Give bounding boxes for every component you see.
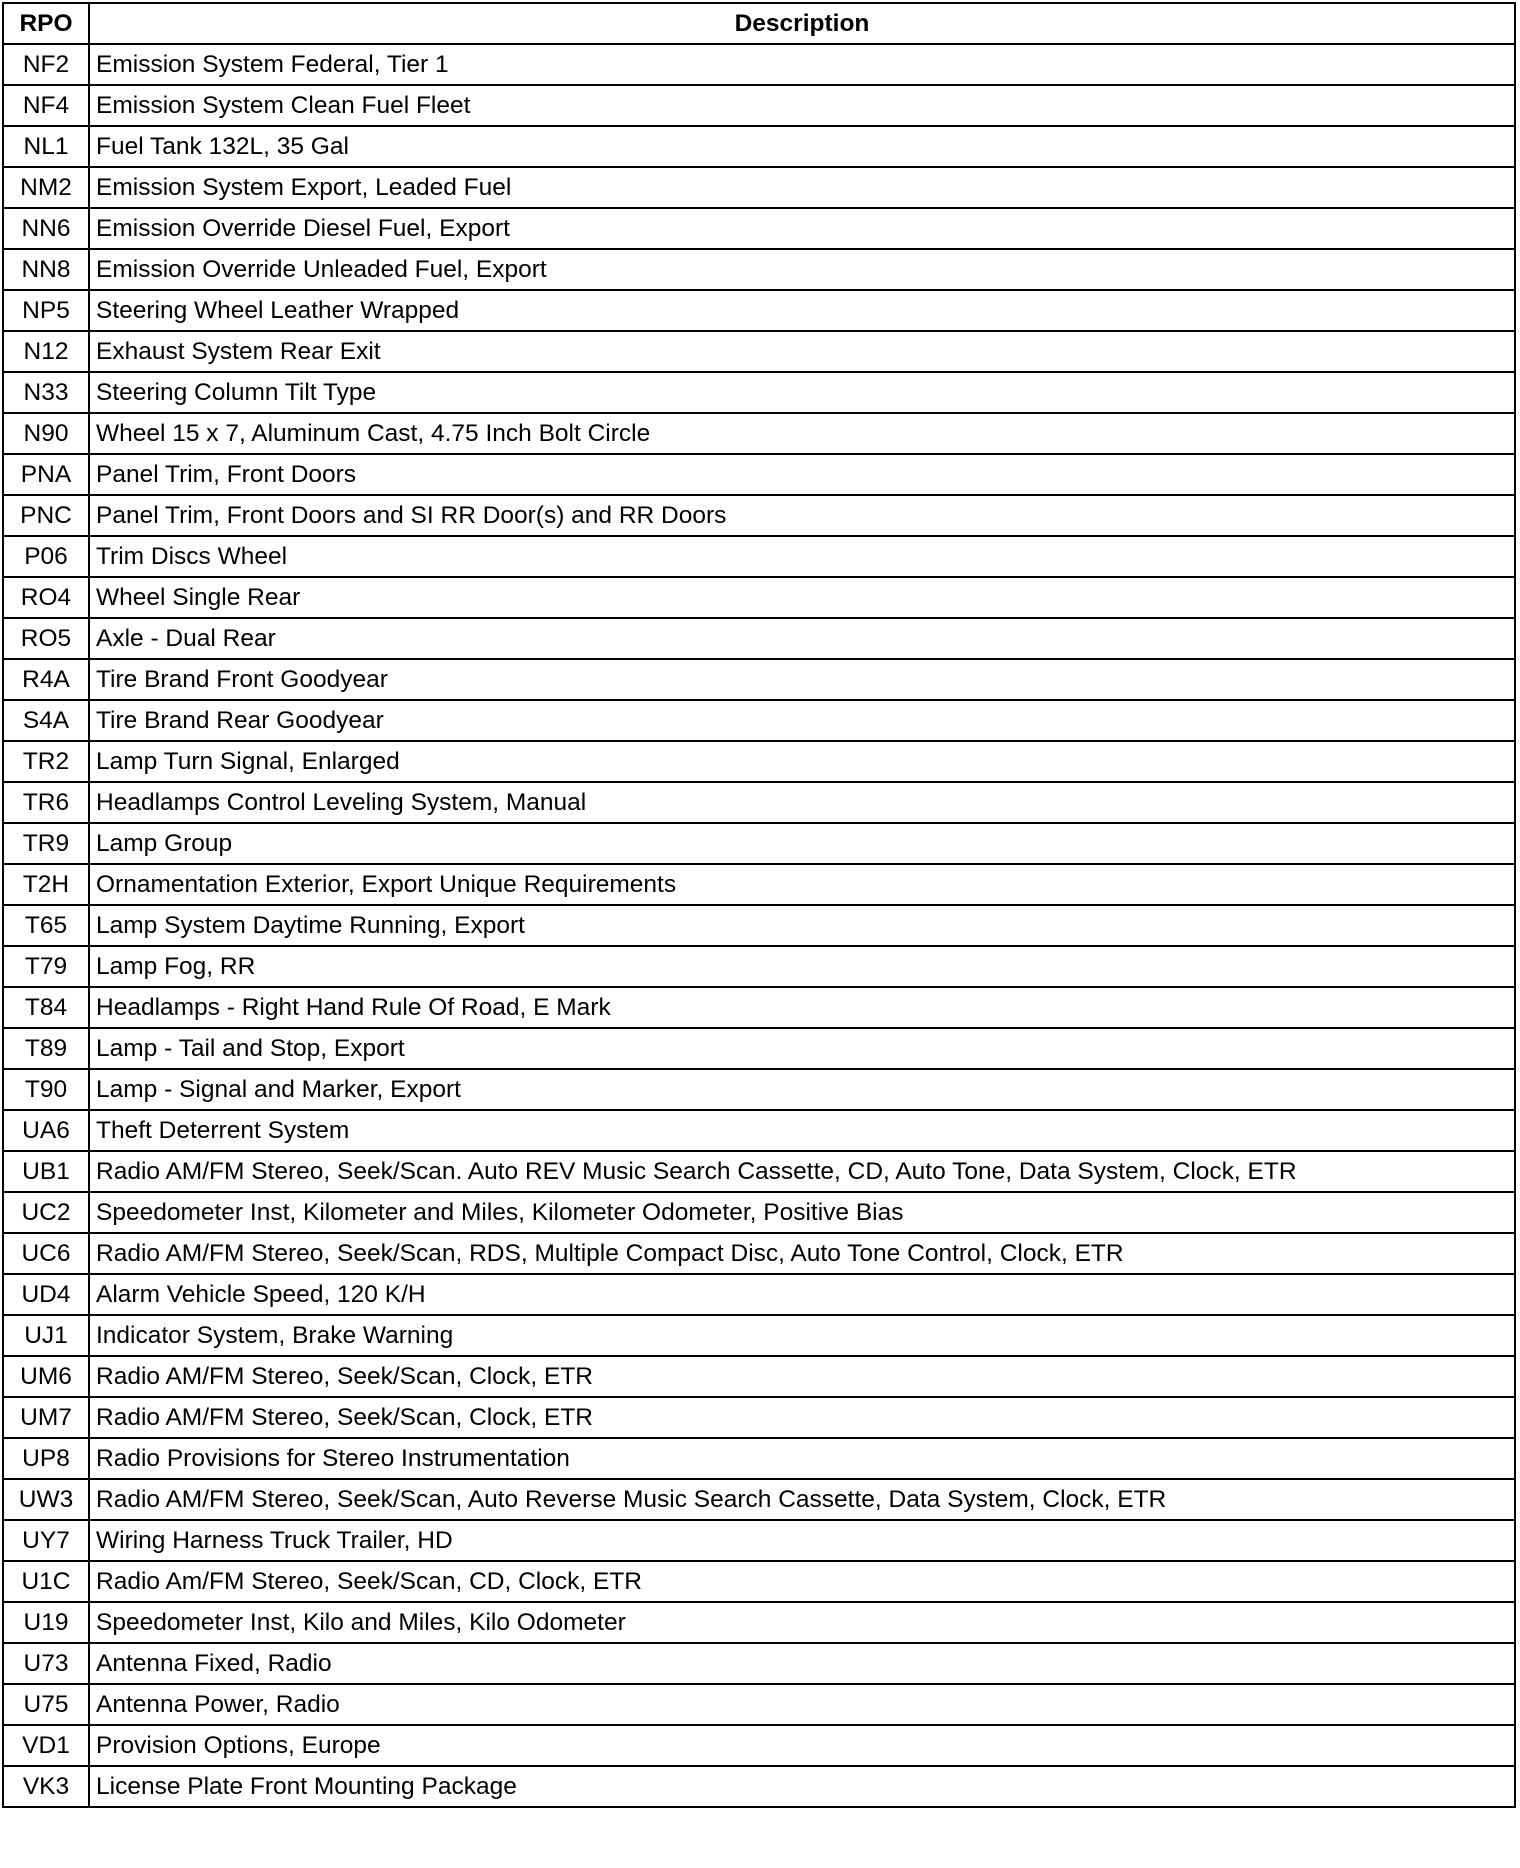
description-cell: Antenna Fixed, Radio bbox=[89, 1643, 1515, 1684]
table-row bbox=[3, 1192, 1515, 1233]
header-description: Description bbox=[89, 3, 1515, 44]
rpo-table bbox=[2, 2, 1516, 1808]
description-cell: Lamp Fog, RR bbox=[89, 946, 1515, 987]
rpo-code-cell: S4A bbox=[3, 700, 89, 741]
rpo-code-cell: UJ1 bbox=[3, 1315, 89, 1356]
description-cell: Emission System Federal, Tier 1 bbox=[89, 44, 1515, 85]
rpo-code-cell: NP5 bbox=[3, 290, 89, 331]
description-cell: Alarm Vehicle Speed, 120 K/H bbox=[89, 1274, 1515, 1315]
table-row bbox=[3, 1315, 1515, 1356]
rpo-code-cell: UM7 bbox=[3, 1397, 89, 1438]
description-cell: Fuel Tank 132L, 35 Gal bbox=[89, 126, 1515, 167]
header-rpo: RPO bbox=[3, 3, 89, 44]
table-row bbox=[3, 1397, 1515, 1438]
rpo-code-cell: NN8 bbox=[3, 249, 89, 290]
description-cell: Emission Override Unleaded Fuel, Export bbox=[89, 249, 1515, 290]
description-cell: Lamp - Signal and Marker, Export bbox=[89, 1069, 1515, 1110]
table-row bbox=[3, 1110, 1515, 1151]
description-cell: Lamp Group bbox=[89, 823, 1515, 864]
table-row bbox=[3, 495, 1515, 536]
description-cell: Radio Am/FM Stereo, Seek/Scan, CD, Clock, ETR bbox=[89, 1561, 1515, 1602]
rpo-code-cell: U75 bbox=[3, 1684, 89, 1725]
rpo-code-cell: TR2 bbox=[3, 741, 89, 782]
rpo-code-cell: U73 bbox=[3, 1643, 89, 1684]
rpo-code-cell: R4A bbox=[3, 659, 89, 700]
table-row bbox=[3, 618, 1515, 659]
description-cell: Provision Options, Europe bbox=[89, 1725, 1515, 1766]
rpo-code-cell: U1C bbox=[3, 1561, 89, 1602]
rpo-code-cell: PNA bbox=[3, 454, 89, 495]
description-cell: Antenna Power, Radio bbox=[89, 1684, 1515, 1725]
table-row bbox=[3, 1274, 1515, 1315]
rpo-code-cell: TR6 bbox=[3, 782, 89, 823]
table-row bbox=[3, 577, 1515, 618]
description-cell: Wiring Harness Truck Trailer, HD bbox=[89, 1520, 1515, 1561]
table-row bbox=[3, 823, 1515, 864]
table-row bbox=[3, 331, 1515, 372]
table-row bbox=[3, 946, 1515, 987]
rpo-code-cell: UA6 bbox=[3, 1110, 89, 1151]
description-cell: Lamp System Daytime Running, Export bbox=[89, 905, 1515, 946]
rpo-code-cell: N12 bbox=[3, 331, 89, 372]
table-row bbox=[3, 1602, 1515, 1643]
rpo-code-cell: PNC bbox=[3, 495, 89, 536]
rpo-code-cell: TR9 bbox=[3, 823, 89, 864]
description-cell: Radio AM/FM Stereo, Seek/Scan, Clock, ETR bbox=[89, 1356, 1515, 1397]
rpo-code-cell: UP8 bbox=[3, 1438, 89, 1479]
rpo-code-cell: VK3 bbox=[3, 1766, 89, 1807]
table-row bbox=[3, 1028, 1515, 1069]
description-cell: Emission Override Diesel Fuel, Export bbox=[89, 208, 1515, 249]
table-row bbox=[3, 1684, 1515, 1725]
description-cell: Theft Deterrent System bbox=[89, 1110, 1515, 1151]
table-row bbox=[3, 987, 1515, 1028]
rpo-code-cell: T79 bbox=[3, 946, 89, 987]
description-cell: Panel Trim, Front Doors and SI RR Door(s) and RR Doors bbox=[89, 495, 1515, 536]
table-row bbox=[3, 454, 1515, 495]
rpo-code-cell: T89 bbox=[3, 1028, 89, 1069]
table-row bbox=[3, 126, 1515, 167]
description-cell: Axle - Dual Rear bbox=[89, 618, 1515, 659]
rpo-code-cell: RO4 bbox=[3, 577, 89, 618]
header-row bbox=[3, 3, 1515, 44]
rpo-code-cell: UD4 bbox=[3, 1274, 89, 1315]
table-row bbox=[3, 1438, 1515, 1479]
description-cell: Panel Trim, Front Doors bbox=[89, 454, 1515, 495]
description-cell: Speedometer Inst, Kilo and Miles, Kilo Odometer bbox=[89, 1602, 1515, 1643]
table-row bbox=[3, 413, 1515, 454]
description-cell: Radio AM/FM Stereo, Seek/Scan. Auto REV Music Search Cassette, CD, Auto Tone, Data System, Clock, ETR bbox=[89, 1151, 1515, 1192]
description-cell: Emission System Export, Leaded Fuel bbox=[89, 167, 1515, 208]
rpo-code-cell: UW3 bbox=[3, 1479, 89, 1520]
description-cell: Lamp Turn Signal, Enlarged bbox=[89, 741, 1515, 782]
rpo-code-cell: UC2 bbox=[3, 1192, 89, 1233]
table-row bbox=[3, 905, 1515, 946]
table-row bbox=[3, 659, 1515, 700]
rpo-code-cell: RO5 bbox=[3, 618, 89, 659]
description-cell: Radio AM/FM Stereo, Seek/Scan, Auto Reverse Music Search Cassette, Data System, Clock, ETR bbox=[89, 1479, 1515, 1520]
table-row bbox=[3, 249, 1515, 290]
table-row bbox=[3, 290, 1515, 331]
rpo-code-cell: T84 bbox=[3, 987, 89, 1028]
rpo-code-cell: UB1 bbox=[3, 1151, 89, 1192]
rpo-code-cell: N90 bbox=[3, 413, 89, 454]
description-cell: Emission System Clean Fuel Fleet bbox=[89, 85, 1515, 126]
table-row bbox=[3, 1479, 1515, 1520]
table-row bbox=[3, 741, 1515, 782]
rpo-code-cell: UY7 bbox=[3, 1520, 89, 1561]
rpo-code-cell: NF2 bbox=[3, 44, 89, 85]
rpo-code-cell: UC6 bbox=[3, 1233, 89, 1274]
description-cell: Headlamps Control Leveling System, Manual bbox=[89, 782, 1515, 823]
table-row bbox=[3, 700, 1515, 741]
rpo-code-cell: N33 bbox=[3, 372, 89, 413]
description-cell: Exhaust System Rear Exit bbox=[89, 331, 1515, 372]
table-body bbox=[3, 44, 1515, 1807]
table-row bbox=[3, 864, 1515, 905]
table-row bbox=[3, 1151, 1515, 1192]
rpo-code-cell: T65 bbox=[3, 905, 89, 946]
description-cell: Wheel 15 x 7, Aluminum Cast, 4.75 Inch Bolt Circle bbox=[89, 413, 1515, 454]
rpo-code-cell: T2H bbox=[3, 864, 89, 905]
description-cell: Lamp - Tail and Stop, Export bbox=[89, 1028, 1515, 1069]
rpo-code-cell: U19 bbox=[3, 1602, 89, 1643]
rpo-code-cell: NM2 bbox=[3, 167, 89, 208]
rpo-code-cell: VD1 bbox=[3, 1725, 89, 1766]
table-row bbox=[3, 1233, 1515, 1274]
description-cell: Radio AM/FM Stereo, Seek/Scan, RDS, Multiple Compact Disc, Auto Tone Control, Clock, ETR bbox=[89, 1233, 1515, 1274]
table-row bbox=[3, 1643, 1515, 1684]
description-cell: Ornamentation Exterior, Export Unique Requirements bbox=[89, 864, 1515, 905]
rpo-code-cell: P06 bbox=[3, 536, 89, 577]
table-row bbox=[3, 1069, 1515, 1110]
table-row bbox=[3, 208, 1515, 249]
description-cell: Steering Column Tilt Type bbox=[89, 372, 1515, 413]
table-row bbox=[3, 536, 1515, 577]
table-row bbox=[3, 1356, 1515, 1397]
table-row bbox=[3, 372, 1515, 413]
table-row bbox=[3, 167, 1515, 208]
description-cell: Trim Discs Wheel bbox=[89, 536, 1515, 577]
table-row bbox=[3, 1725, 1515, 1766]
description-cell: Tire Brand Rear Goodyear bbox=[89, 700, 1515, 741]
rpo-code-cell: T90 bbox=[3, 1069, 89, 1110]
description-cell: Steering Wheel Leather Wrapped bbox=[89, 290, 1515, 331]
table-row bbox=[3, 1766, 1515, 1807]
description-cell: Headlamps - Right Hand Rule Of Road, E Mark bbox=[89, 987, 1515, 1028]
description-cell: License Plate Front Mounting Package bbox=[89, 1766, 1515, 1807]
description-cell: Tire Brand Front Goodyear bbox=[89, 659, 1515, 700]
description-cell: Indicator System, Brake Warning bbox=[89, 1315, 1515, 1356]
table-row bbox=[3, 44, 1515, 85]
rpo-code-cell: UM6 bbox=[3, 1356, 89, 1397]
table-row bbox=[3, 782, 1515, 823]
table-row bbox=[3, 85, 1515, 126]
description-cell: Radio AM/FM Stereo, Seek/Scan, Clock, ETR bbox=[89, 1397, 1515, 1438]
description-cell: Wheel Single Rear bbox=[89, 577, 1515, 618]
description-cell: Radio Provisions for Stereo Instrumentation bbox=[89, 1438, 1515, 1479]
table-row bbox=[3, 1520, 1515, 1561]
rpo-code-cell: NL1 bbox=[3, 126, 89, 167]
rpo-code-cell: NN6 bbox=[3, 208, 89, 249]
rpo-code-cell: NF4 bbox=[3, 85, 89, 126]
description-cell: Speedometer Inst, Kilometer and Miles, Kilometer Odometer, Positive Bias bbox=[89, 1192, 1515, 1233]
table-row bbox=[3, 1561, 1515, 1602]
